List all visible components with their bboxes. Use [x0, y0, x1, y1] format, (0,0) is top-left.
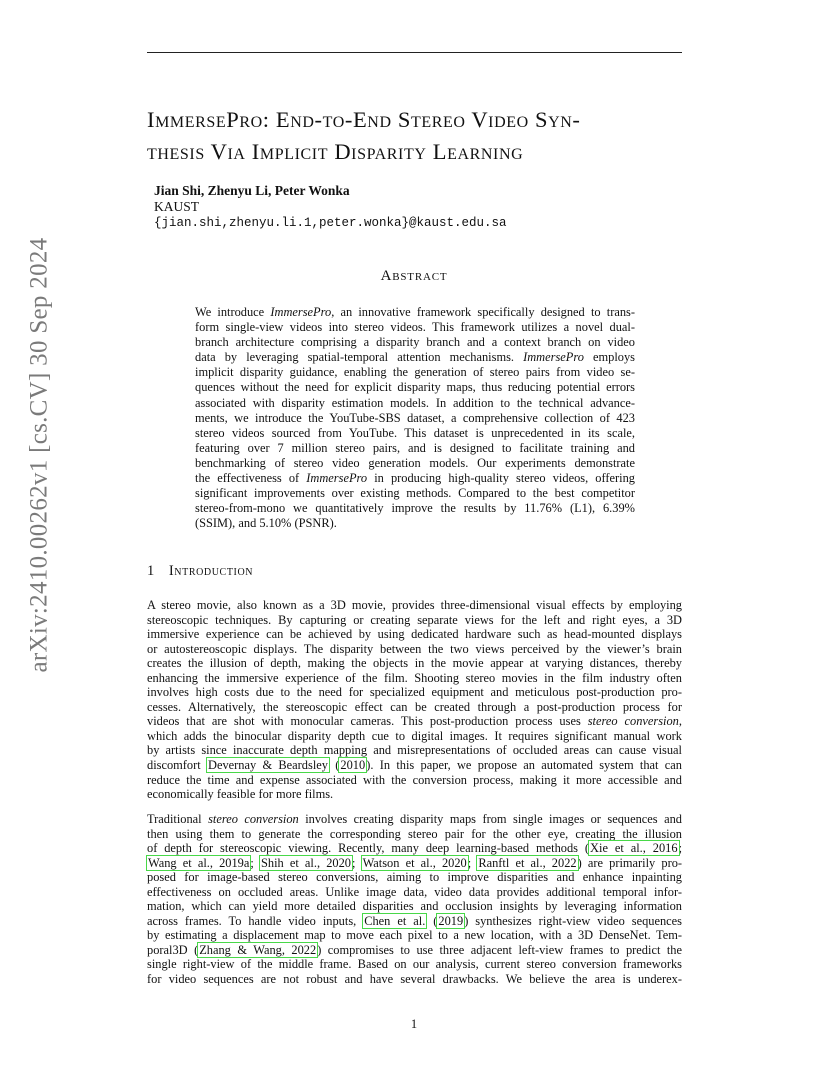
citation-link[interactable]: Shih et al., 2020 — [260, 855, 351, 870]
body-line: enhancing the immersive experience of the film. Shooting stereo movies in the film industry often — [147, 670, 682, 685]
abstract-line: significant improvements over existing methods. Compared to the best competitor — [195, 486, 635, 501]
body-line: immersive experience can be achieved by using dedicated hardware such as head-mounted displays — [147, 627, 682, 642]
body-line: discomfort Devernay & Beardsley (2010). In this paper, we propose an automated system that can — [147, 758, 682, 773]
abstract-line: form single-view videos into stereo videos. This framework utilizes a novel dual- — [195, 320, 635, 335]
body-line: economically feasible for more films. — [147, 787, 334, 802]
author-affiliation: KAUST — [154, 199, 200, 214]
title-line: ImmersePro: End-to-End Stereo Video Syn- — [147, 107, 581, 132]
citation-link[interactable]: Chen et al. — [364, 913, 426, 928]
body-line: poral3D (Zhang & Wang, 2022) compromises to use three adjacent left-view frames to predict the — [147, 942, 682, 957]
body-line: by artists since inaccurate depth mapping and misrepresentations of occluded areas can cause visual — [147, 743, 682, 758]
citation-link[interactable]: 2010 — [340, 758, 366, 773]
author-block — [154, 183, 507, 231]
abstract-line: quences without the need for explicit disparity maps, thus reducing potential errors — [195, 380, 635, 395]
body-line: posed for image-based stereo conversions, aiming to improve disparities and enhance inpainting — [147, 870, 682, 885]
author-email: {jian.shi,zhenyu.li.1,peter.wonka}@kaust.edu.sa — [154, 216, 507, 230]
author-names: Jian Shi, Zhenyu Li, Peter Wonka — [154, 183, 350, 198]
intro-paragraph-1 — [147, 598, 682, 802]
title-line: thesis Via Implicit Disparity Learning — [147, 139, 524, 164]
body-line: of depth for stereoscopic viewing. Recently, many deep learning-based methods (Xie et al., 2016; — [147, 841, 683, 856]
abstract-body — [195, 305, 635, 531]
abstract-line: data by leveraging spatial-temporal attention mechanisms. ImmersePro employs — [195, 350, 635, 365]
abstract-line: implicit disparity guidance, enabling the generation of stereo pairs from video se- — [195, 365, 635, 380]
paper-title — [147, 104, 687, 168]
body-line: reduce the time and expense associated with the conversion process, making it more accessible and — [147, 772, 682, 787]
intro-paragraph-2 — [147, 812, 682, 987]
citation-link[interactable]: Ranftl et al., 2022 — [478, 855, 577, 870]
header-rule — [147, 52, 682, 53]
citation-link[interactable]: Wang et al., 2019a — [148, 855, 250, 870]
abstract-line: benchmarking of stereo video generation models. Our experiments demonstrate — [195, 455, 635, 470]
abstract-line: ments, we introduce the YouTube-SBS dataset, a comprehensive collection of 423 — [195, 410, 635, 425]
abstract-line: branch architecture comprising a disparity branch and a context branch on video — [195, 335, 635, 350]
section-heading — [147, 563, 253, 580]
body-line: for video sequences are not robust and have several drawbacks. We believe the area is underex- — [147, 972, 682, 987]
abstract-line: (SSIM), and 5.10% (PSNR). — [195, 516, 337, 531]
arxiv-identifier-text: arXiv:2410.00262v1 [cs.CV] 30 Sep 2024 — [25, 237, 53, 673]
citation-link[interactable]: Devernay & Beardsley — [208, 758, 328, 773]
abstract-heading: Abstract — [380, 268, 448, 284]
body-line: single right-view of the middle frame. Based on our analysis, current stereo conversion frameworks — [147, 957, 682, 972]
citation-link[interactable]: Watson et al., 2020 — [362, 855, 467, 870]
body-line: Wang et al., 2019a; Shih et al., 2020; Watson et al., 2020; Ranftl et al., 2022) are primarily pro- — [148, 855, 683, 870]
section-number: 1 — [147, 563, 155, 579]
body-line: mation, which can yield more detailed disparities and occlusion insights by leveraging information — [147, 899, 682, 914]
section-title: Introduction — [168, 563, 254, 579]
body-line: videos that are shot with monocular cameras. This post-production process uses stereo conversion, — [147, 714, 682, 729]
citation-link[interactable]: Xie et al., 2016 — [590, 841, 678, 856]
abstract-line: We introduce ImmersePro, an innovative framework specifically designed to trans- — [195, 305, 635, 319]
abstract-line: stereo videos sourced from YouTube. This dataset is unprecedented in its scale, — [195, 425, 635, 440]
citation-link[interactable]: Zhang & Wang, 2022 — [199, 942, 317, 957]
body-line: which adds the binocular disparity depth cue to digital images. It requires significant manual work — [147, 728, 682, 743]
body-line: by estimating a displacement map to move each pixel to a new location, with a 3D DenseNet. Tem- — [147, 928, 682, 943]
page-number: 1 — [410, 1017, 418, 1031]
abstract-line: stereo-from-mono we quantitatively improve the results by 11.76% (L1), 6.39% — [195, 501, 635, 516]
body-line: Traditional stereo conversion involves creating disparity maps from single images or sequences and — [147, 812, 682, 826]
body-line: cesses. Alternatively, the stereoscopic effect can be created through a post-production process for — [147, 699, 682, 714]
body-line: A stereo movie, also known as a 3D movie, provides three-dimensional visual effects by employing — [147, 598, 682, 612]
body-line: involves high costs due to the need for specialized equipment and meticulous post-production pro- — [147, 685, 682, 700]
body-line: across frames. To handle video inputs, Chen et al. (2019) synthesizes right-view video sequences — [147, 913, 682, 928]
abstract-line: associated with disparity estimation models. In addition to the technical advance- — [195, 395, 635, 410]
citation-link[interactable]: 2019 — [438, 913, 464, 928]
body-line: then using them to generate the corresponding stereo pair for the other eye, creating the illusion — [147, 826, 682, 841]
body-line: or autostereoscopic displays. The disparity between the two views perceived by the viewer’s brain — [147, 641, 682, 656]
body-line: effectiveness on occluded areas. Unlike image data, video data provides additional temporal infor- — [147, 884, 682, 899]
arxiv-identifier — [22, 237, 56, 673]
abstract-line: the effectiveness of ImmersePro in producing high-quality stereo videos, offering — [195, 471, 635, 486]
abstract-line: featuring over 7 million stereo pairs, and is designed to facilitate training and — [195, 440, 635, 455]
body-line: stereoscopic techniques. By capturing or creating separate views for the left and right eyes, a 3D — [147, 612, 682, 627]
body-line: creates the illusion of depth, making the objects in the movie appear at varying distances, thereby — [147, 656, 682, 671]
